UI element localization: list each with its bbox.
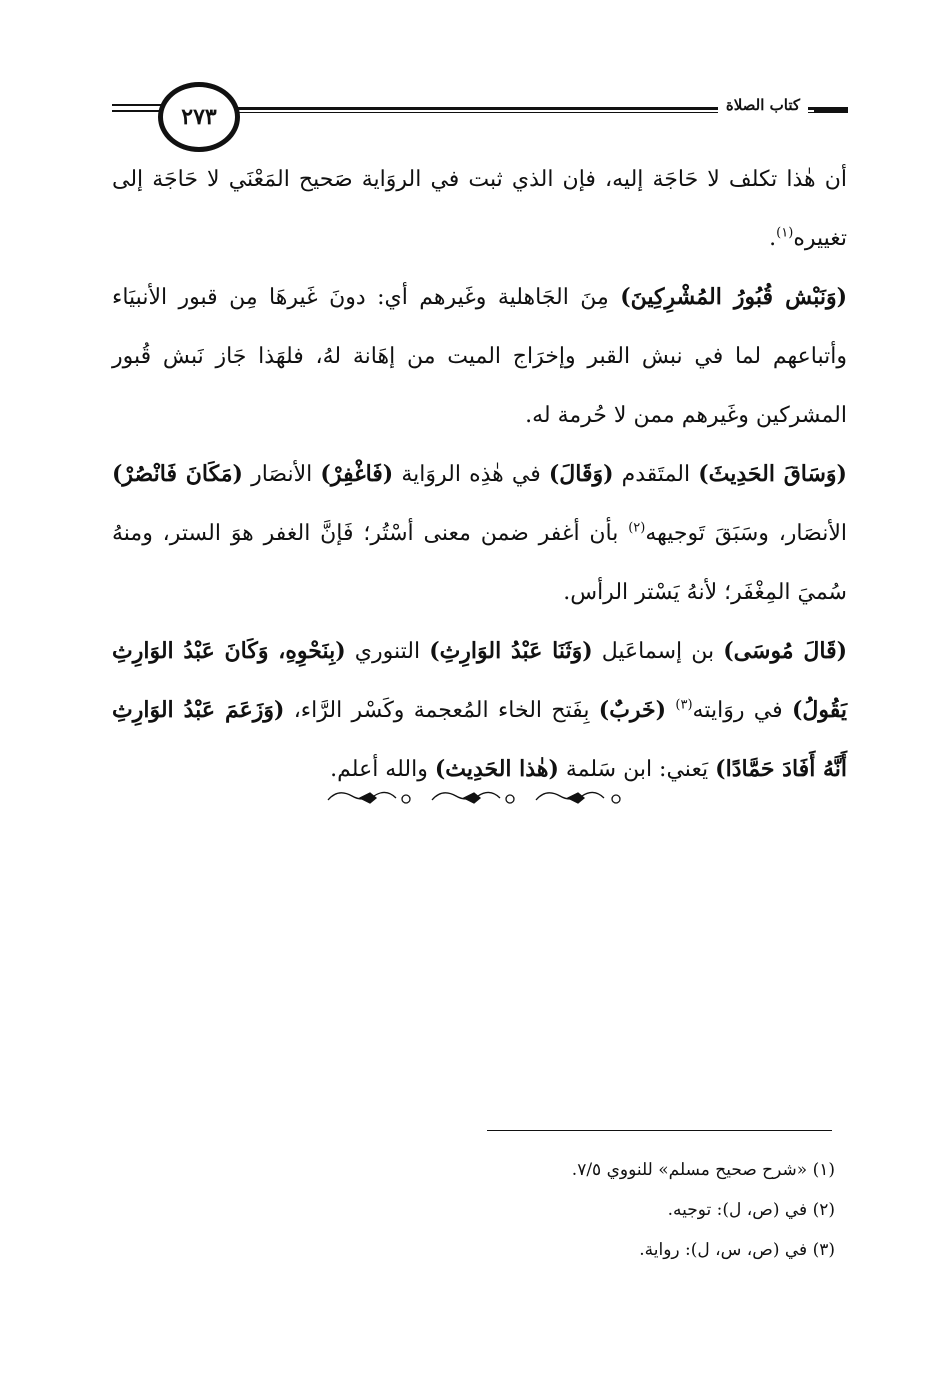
paragraph: [112, 268, 847, 445]
commentary-text: .: [769, 226, 777, 251]
commentary-text: الأنصَار، وسَبَقَ تَوجيهه: [645, 521, 847, 546]
hadith-quote: (وَنَبْش قُبُورُ المُشْرِكِينَ): [620, 284, 847, 310]
commentary-text: [666, 698, 675, 723]
hadith-quote: (فَاغْفِرْ): [320, 461, 394, 487]
commentary-text: بن إسماعَيل: [592, 639, 724, 664]
chapter-title: كتاب الصلاة: [718, 96, 808, 114]
footnote-ref: (٣): [675, 697, 693, 713]
commentary-text: المتَقدم: [613, 462, 699, 487]
commentary-text: التنوري: [345, 639, 430, 664]
hadith-quote: (وَقَالَ): [548, 461, 614, 487]
main-text: [112, 150, 847, 799]
page-header: [112, 82, 848, 148]
footnotes: [450, 1150, 835, 1270]
hadith-quote: (بِنَحْوِهِ، وَكَانَ عَبْدُ الوَارِثِ يَقُولُ): [112, 638, 848, 723]
commentary-text: بأن أغفر ضمن معنى أسْتُر؛ فَإنَّ الغفر هوَ الستر، ومنهُ سُميَ المِغْفَر؛ لأنهُ يَسْتر الرأس.: [112, 521, 847, 605]
paragraph: [112, 445, 847, 622]
footnote-separator: [487, 1130, 832, 1131]
hadith-quote: (وَثَنَا عَبْدُ الوَارِثِ): [429, 638, 593, 664]
commentary-text: والله أعلم.: [330, 757, 435, 782]
paragraph: [112, 150, 847, 268]
commentary-text: الأنصَار: [242, 462, 321, 487]
commentary-text: بِفَتح الخاء المُعجمة وكَسْر الرَّاء،: [284, 698, 599, 723]
commentary-text: أن هٰذا تكلف لا حَاجَة إليه، فإن الذي ثبت في الروَاية صَحيح المَعْنَي لا حَاجَة إلى تغييره: [112, 167, 847, 251]
footnote-1: (١) «شرح صحيح مسلم» للنووي ٧/٥.: [571, 1160, 835, 1180]
paragraph: [112, 622, 847, 799]
divider-ornament-icon: [320, 784, 630, 812]
hadith-quote: (وَزَعَمَ عَبْدُ الوَارِثِ أَنَّهُ أَفَادَ حَمَّادًا): [112, 697, 847, 782]
commentary-text: يَعني: ابن سَلمة: [558, 757, 716, 782]
commentary-text: في روَايته: [692, 698, 792, 723]
commentary-text: في هٰذِه الروَاية: [393, 462, 549, 487]
footnote-2: (٢) في (ص، ل): توجيه.: [667, 1200, 835, 1220]
hadith-quote: (خَربٌ): [598, 697, 667, 723]
commentary-text: مِنَ الجَاهلية وغَيرهم أي: دونَ غَيرهَا مِن قبور الأنبيَاء وأتباعهم لما في نبش القبر وإخرَاج الميت من إهَانة لهُ، فلهَذا جَاز نَبش قُبور المشركين وغَيرهم ممن لا حُرمة له.: [112, 285, 847, 428]
hadith-quote: (وَسَاقَ الحَدِيثَ): [698, 461, 847, 487]
footnote-ref: (١): [776, 225, 794, 241]
footnote-ref: (٢): [628, 520, 646, 536]
hadith-quote: (قَالَ مُوسَى): [723, 638, 847, 664]
footnote-3: (٣) في (ص، س، ل): رواية.: [639, 1240, 835, 1260]
hadith-quote: (مَكَانَ فَانْصُرْ): [112, 461, 243, 487]
header-rule-tail: [814, 110, 848, 113]
page-number: ٢٧٣: [158, 82, 240, 152]
hadith-quote: (هٰذا الحَدِيث): [434, 756, 559, 782]
